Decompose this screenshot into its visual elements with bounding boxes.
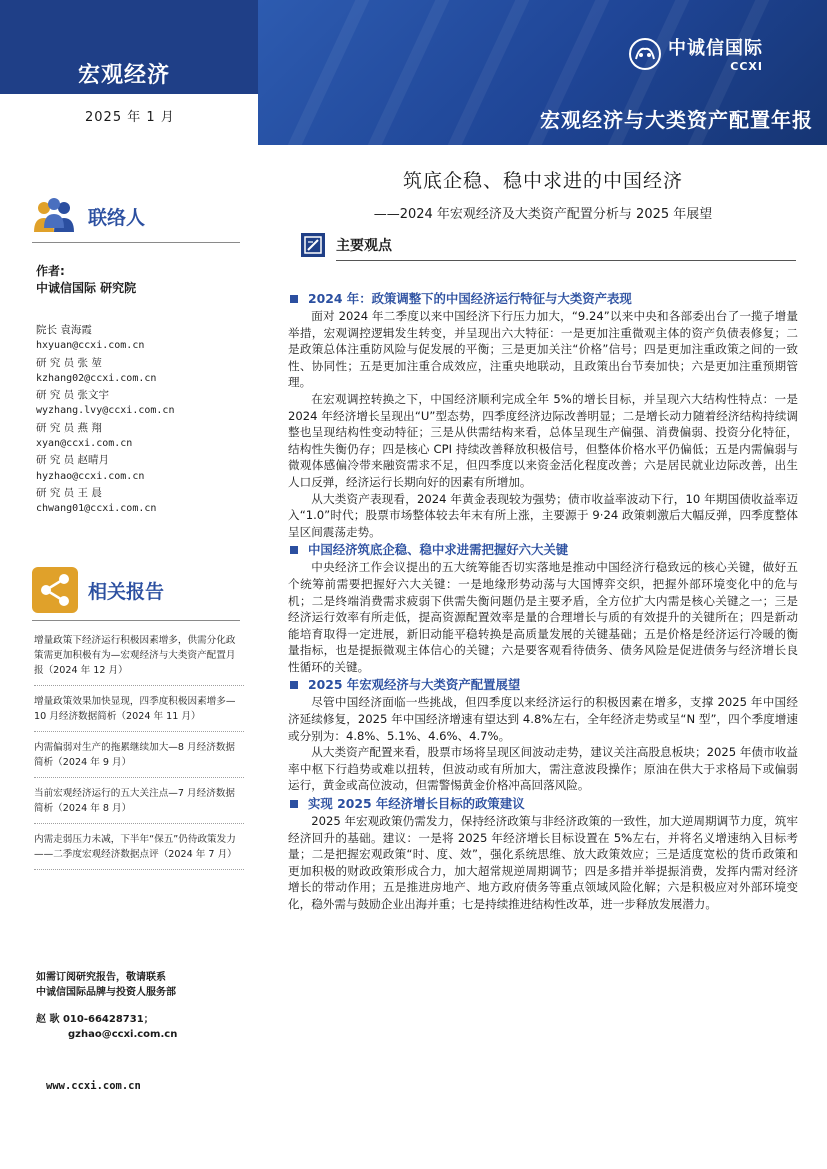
contacts-header bbox=[32, 196, 145, 236]
author-email[interactable]: wyzhang.lvy@ccxi.com.cn bbox=[36, 405, 175, 417]
paragraph: 从大类资产配置来看，股票市场将呈现区间波动走势，建议关注高股息板块；2025 年债市收益率中枢下行趋势或难以扭转，但波动或有所加大，需注意波段操作；原油在供大于求格局下或偏弱运行，黄金或高位波动，但需警惕黄金价格冲高回落风险。 bbox=[288, 745, 798, 793]
paragraph: 面对 2024 年二季度以来中国经济下行压力加大，“9.24”以来中央和各部委出台了一揽子增量举措，宏观调控逻辑发生转变，并呈现出六大特征：一是更加注重微观主体的资产负债表修复；二是政策总体注重防风险与促发展的平衡；三是更加关注“价格”信号；四是更加注重政策之间的一致性、协同性；五是更加注重合成效应，注重央地联动，且政策出台节奏加快；六是更加注重预期管理。 bbox=[288, 309, 798, 390]
report-subtitle: ——2024 年宏观经济及大类资产配置分析与 2025 年展望 bbox=[373, 207, 713, 222]
related-reports-header bbox=[32, 567, 164, 613]
report-title: 筑底企稳、稳中求进的中国经济 bbox=[402, 170, 683, 192]
author-org: 中诚信国际 研究院 bbox=[36, 281, 137, 295]
author-name: 研 究 员 张 堃 bbox=[36, 356, 102, 369]
section-heading: 实现 2025 年经济增长目标的政策建议 bbox=[288, 794, 798, 813]
author-name: 研 究 员 王 晨 bbox=[36, 486, 102, 499]
related-reports-divider bbox=[32, 620, 240, 621]
website-link[interactable]: www.ccxi.com.cn bbox=[46, 1080, 141, 1092]
square-bullet-icon bbox=[290, 800, 298, 808]
paragraph: 中央经济工作会议提出的五大统筹能否切实落地是推动中国经济行稳致远的核心关键，做好五个统筹前需要把握好六大关键：一是地缘形势动荡与大国博弈交织，把握外部环境变化中的危与机；二是终端消费需求疲弱下供需失衡问题仍是主要矛盾，全方位扩大内需是核心关键之一；三是经济运行效率有所走低，提高资源配置效率是量的合理增长与质的有效提升的关键所在；四是新动能培育取得一定进展，新旧动能平稳转换是高质量发展的关键基础；五是价格是经济运行冷暖的衡量指标，也是提振微观主体信心的关键；六是要客观看待债务、债务风险是促进债务与经济增长良性循环的关键。 bbox=[288, 560, 798, 674]
people-icon bbox=[32, 196, 78, 236]
author-name: 研 究 员 张文宇 bbox=[36, 389, 110, 402]
contacts-title: 联络人 bbox=[88, 206, 146, 229]
author-name: 研 究 员 燕 翔 bbox=[36, 421, 102, 434]
author-list bbox=[36, 322, 246, 518]
section-heading: 2025 年宏观经济与大类资产配置展望 bbox=[288, 675, 798, 694]
contact-department: 中诚信国际品牌与投资人服务部 bbox=[36, 987, 176, 998]
contact-person: 赵 耿 010-66428731； bbox=[36, 1014, 154, 1025]
paragraph: 2025 年宏观政策仍需发力，保持经济政策与非经济政策的一致性，加大逆周期调节力度，筑牢经济回升的基础。建议：一是将 2025 年经济增长目标设置在 5%左右，并将名义增速纳入目标考量；二是把握宏观政策“时、度、效”，强化系统思维、放大政策效应；三是适度宽松的货币政策和更加积极的财政政策形成合力，加大超常规逆周期调节；四是多措并举提振消费，发挥内需对经济增长的带动作用；五是推进房地产、地方政府债务等重点领域风险化解；六是积极应对外部环境变化，稳外需与鼓励企业出海并重；七是持续推进结构性改革，进一步释放发展潜力。 bbox=[288, 814, 798, 911]
report-type-title: 宏观经济与大类资产配置年报 bbox=[540, 108, 813, 132]
report-category: 宏观经济 bbox=[78, 63, 171, 88]
author-email[interactable]: xyan@ccxi.com.cn bbox=[36, 438, 133, 450]
ccxi-logo-icon bbox=[628, 37, 662, 71]
report-date: 2025 年 1 月 bbox=[85, 110, 175, 125]
share-network-icon bbox=[32, 567, 78, 613]
related-reports-title: 相关报告 bbox=[88, 580, 165, 603]
author-name: 研 究 员 赵晴月 bbox=[36, 454, 110, 467]
related-report-item[interactable]: 增量政策效果加快显现，四季度积极因素增多—10 月经济数据简析（2024 年 11 月） bbox=[34, 690, 244, 732]
main-content bbox=[288, 289, 798, 913]
author-email[interactable]: hyzhao@ccxi.com.cn bbox=[36, 470, 145, 482]
author-email[interactable]: kzhang02@ccxi.com.cn bbox=[36, 372, 157, 384]
square-bullet-icon bbox=[290, 681, 298, 689]
related-report-item[interactable]: 内需走弱压力未减，下半年“保五”仍待政策发力——二季度宏观经济数据点评（2024 年 7 月） bbox=[34, 828, 244, 870]
contact-email[interactable]: gzhao@ccxi.com.cn bbox=[68, 1029, 178, 1040]
key-points-header bbox=[300, 232, 392, 258]
contact-line: 如需订阅研究报告，敬请联系 bbox=[36, 972, 166, 983]
paragraph: 从大类资产表现看，2024 年黄金表现较为强势；债市收益率波动下行，10 年期国债收益率迈入“1.0”时代；股票市场整体较去年末有所上涨，主要源于 9·24 政策刺激后大幅反弹，四季度整体呈区间震荡走势。 bbox=[288, 491, 798, 539]
related-report-item[interactable]: 增量政策下经济运行积极因素增多，供需分化政策需更加积极有为—宏观经济与大类资产配置月报（2024 年 12 月） bbox=[34, 629, 244, 686]
logo-text-en: CCXI bbox=[730, 60, 763, 73]
section-heading: 2024 年：政策调整下的中国经济运行特征与大类资产表现 bbox=[288, 289, 798, 308]
header-banner bbox=[258, 0, 827, 145]
author-email[interactable]: hxyuan@ccxi.com.cn bbox=[36, 340, 145, 352]
header-left-panel bbox=[0, 0, 258, 145]
key-points-divider bbox=[336, 260, 796, 261]
subscription-contact bbox=[36, 970, 246, 1042]
document-pen-icon bbox=[300, 232, 326, 258]
logo-text-cn: 中诚信国际 bbox=[668, 38, 763, 59]
square-bullet-icon bbox=[290, 295, 298, 303]
paragraph: 在宏观调控转换之下，中国经济顺利完成全年 5%的增长目标，并呈现六大结构性特点：一是 2024 年经济增长呈现出“U”型态势，四季度经济边际改善明显；二是增长动力随着经济结构持续调整也呈现结构性变动特征；三是从供需结构来看，总体呈现生产偏强、消费偏弱、投资分化特征，结构性失衡仍存；四是核心 CPI 持续改善释放积极信号，但整体价格水平仍偏低；五是内需偏弱与微观体感偏冷带来融资需求不足，但四季度以来资金活化程度改善；六是居民就业边际改善，出生人口反弹，经济运行长期向好的因素有所增加。 bbox=[288, 391, 798, 489]
related-report-item[interactable]: 当前宏观经济运行的五大关注点—7 月经济数据简析（2024 年 8 月） bbox=[34, 782, 244, 824]
section-heading: 中国经济筑底企稳、稳中求进需把握好六大关键 bbox=[288, 540, 798, 559]
author-name: 院长 袁海霞 bbox=[36, 324, 92, 336]
related-report-item[interactable]: 内需偏弱对生产的拖累继续加大—8 月经济数据简析（2024 年 9 月） bbox=[34, 736, 244, 778]
square-bullet-icon bbox=[290, 546, 298, 554]
author-email[interactable]: chwang01@ccxi.com.cn bbox=[36, 503, 157, 515]
key-points-title: 主要观点 bbox=[336, 238, 392, 254]
paragraph: 尽管中国经济面临一些挑战，但四季度以来经济运行的积极因素在增多，支撑 2025 年中国经济延续修复，2025 年中国经济增速有望达到 4.8%左右，全年经济走势或呈“N 型”，四个季度增速或分别为：4.8%、5.1%、4.6%、4.7%。 bbox=[288, 695, 798, 743]
related-reports-list bbox=[34, 629, 244, 874]
company-logo bbox=[628, 34, 763, 73]
contacts-divider bbox=[32, 242, 240, 243]
author-label: 作者: bbox=[36, 264, 65, 278]
